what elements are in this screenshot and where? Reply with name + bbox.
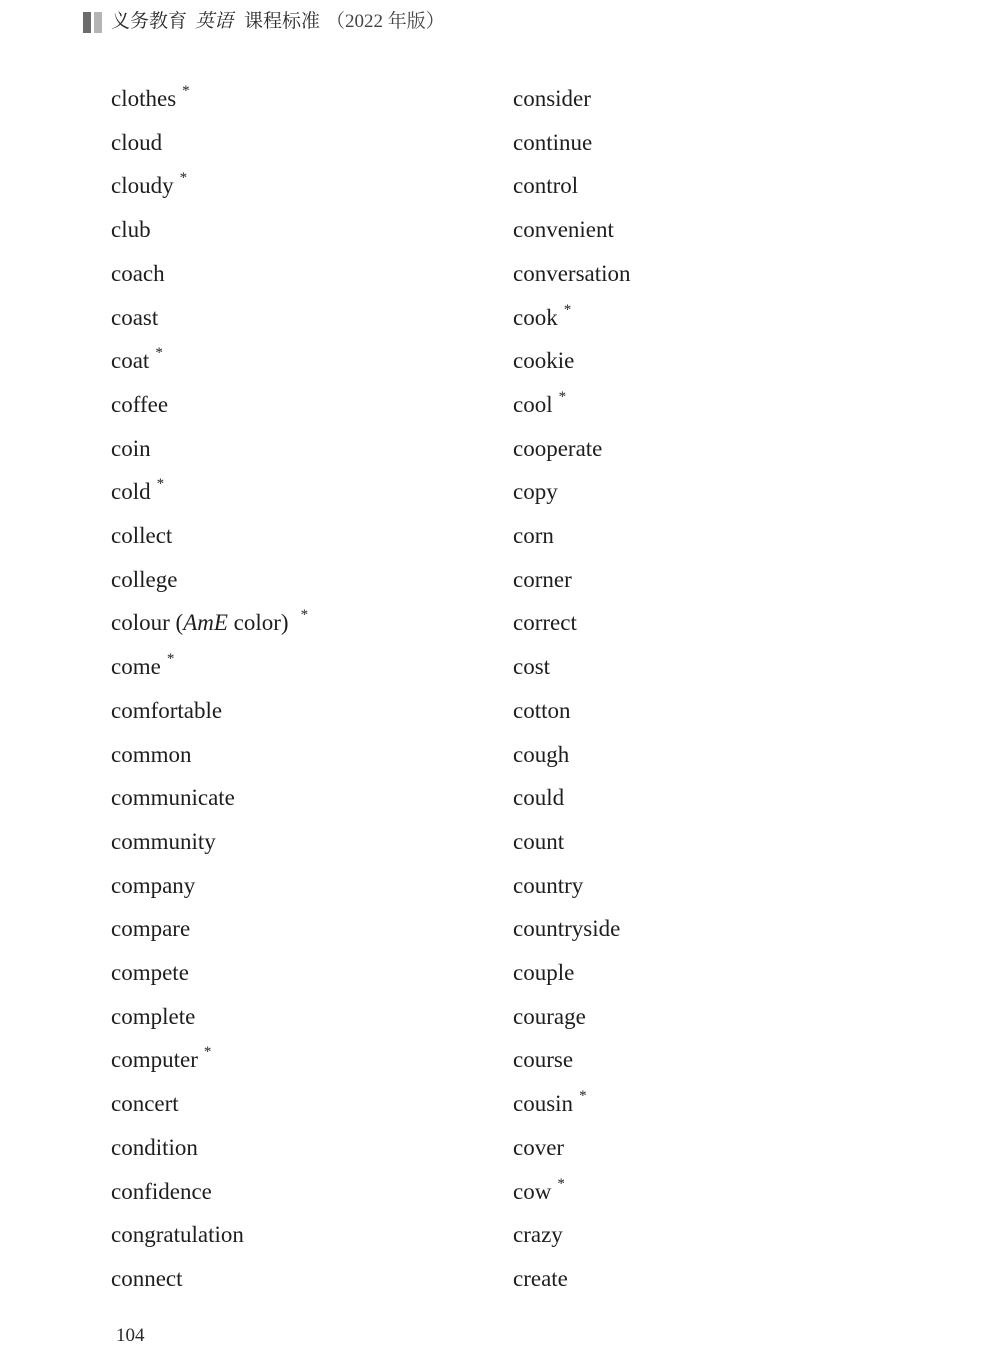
word-entry (513, 348, 574, 374)
word-entry (111, 873, 195, 899)
word-entry (513, 86, 591, 112)
word-text: complete (111, 1003, 196, 1029)
word-entry (513, 1004, 586, 1030)
word-text: confidence (111, 1178, 212, 1204)
header-bar-light (94, 12, 102, 33)
word-entry (513, 654, 550, 680)
star-marker: * (155, 345, 163, 362)
word-entry (513, 567, 572, 593)
word-entry (111, 305, 158, 331)
star-marker: * (182, 83, 190, 99)
word-entry (111, 1135, 198, 1161)
word-text: coat (111, 348, 150, 374)
word-entry (111, 261, 165, 287)
word-entry (513, 1047, 573, 1073)
word-text: cousin (513, 1091, 574, 1117)
word-entry (513, 217, 614, 243)
word-entry (111, 523, 172, 549)
word-entry (513, 873, 583, 899)
word-entry (513, 261, 631, 287)
word-text: collect (111, 523, 173, 548)
word-text: concert (111, 1091, 179, 1117)
word-entry (111, 1091, 179, 1117)
word-text: cloudy (111, 173, 174, 199)
word-entry (111, 567, 177, 593)
word-text: corn (513, 523, 554, 548)
word-entry (513, 960, 574, 986)
word-text: cloud (111, 129, 163, 155)
word-text: come (111, 654, 161, 680)
word-entry (513, 1266, 568, 1292)
word-entry (111, 392, 168, 418)
header-book-title: 课程标准 (244, 11, 321, 32)
word-text: copy (513, 479, 558, 505)
word-entry (513, 523, 554, 549)
word-entry (513, 130, 592, 156)
word-entry (111, 1266, 183, 1292)
word-text: cotton (513, 697, 571, 723)
word-text: corner (513, 566, 572, 592)
word-text: cover (513, 1134, 565, 1160)
word-entry (513, 785, 564, 811)
word-entry (111, 170, 188, 202)
word-entry (111, 829, 216, 855)
word-entry (513, 436, 602, 462)
star-marker: * (203, 1044, 212, 1061)
word-text: compare (111, 916, 191, 942)
word-text: cool (513, 391, 553, 417)
word-text: connect (111, 1265, 183, 1291)
word-entry (513, 301, 572, 334)
word-text: colour (111, 610, 170, 636)
word-entry (111, 1004, 195, 1030)
word-text: condition (111, 1134, 198, 1160)
word-entry (111, 1044, 212, 1076)
word-entry (111, 83, 190, 115)
word-entry (513, 698, 571, 724)
star-marker: * (300, 607, 309, 624)
word-entry (111, 1179, 212, 1205)
word-text: company (111, 872, 196, 898)
word-entry (111, 130, 162, 156)
word-entry (111, 916, 190, 942)
word-text: courage (513, 1003, 586, 1029)
word-text: cough (513, 741, 570, 767)
word-text: couple (513, 960, 575, 985)
word-text: congratulation (111, 1222, 244, 1248)
word-text: countryside (513, 916, 621, 942)
word-text: country (513, 872, 584, 898)
star-marker: * (558, 388, 567, 405)
left-word-column (111, 0, 491, 1345)
word-entry (111, 607, 309, 639)
word-entry (513, 829, 564, 855)
star-marker: * (166, 651, 175, 668)
word-text: computer (111, 1047, 198, 1073)
word-text: clothes (111, 86, 177, 111)
word-text: coffee (111, 391, 169, 417)
word-entry (513, 1175, 565, 1208)
word-entry (513, 916, 620, 942)
word-entry (513, 388, 567, 421)
word-text: could (513, 785, 565, 811)
word-entry (111, 960, 189, 986)
word-text: create (513, 1265, 568, 1291)
word-text: cook (513, 304, 558, 330)
page-number: 104 (116, 1325, 145, 1346)
header-edition: （2022 年版） (326, 11, 445, 32)
star-marker: * (557, 1175, 565, 1192)
word-text: coin (111, 435, 151, 461)
word-text: community (111, 828, 216, 854)
word-text: cooperate (513, 435, 603, 461)
word-entry (111, 436, 151, 462)
word-entry (513, 479, 558, 505)
word-text: communicate (111, 785, 235, 811)
right-word-column (513, 0, 933, 1345)
word-entry (513, 173, 578, 199)
word-text: continue (513, 129, 593, 155)
word-text: consider (513, 86, 591, 111)
word-entry (513, 1088, 587, 1120)
variant-note-rest: color) (227, 610, 289, 636)
variant-note-label: AmE (183, 610, 228, 636)
word-text: coast (111, 304, 159, 330)
word-text: cookie (513, 348, 575, 374)
word-text: comfortable (111, 697, 223, 723)
word-entry (111, 1222, 244, 1248)
header-bar-dark (83, 12, 91, 33)
word-entry (111, 742, 192, 768)
word-text: college (111, 566, 178, 592)
word-text: compete (111, 960, 189, 985)
word-text: course (513, 1047, 574, 1073)
word-text: club (111, 217, 151, 243)
word-entry (513, 1135, 564, 1161)
word-entry (111, 651, 175, 683)
header-subject: 英语 (195, 11, 234, 32)
word-entry (111, 785, 235, 811)
word-entry (111, 217, 151, 243)
word-text: cost (513, 654, 551, 680)
word-text: conversation (513, 260, 631, 286)
word-entry (111, 345, 163, 377)
word-entry (513, 610, 577, 636)
word-text: cold (111, 479, 151, 505)
word-entry (513, 742, 569, 768)
header-series-title: 义务教育 (111, 11, 188, 32)
star-marker: * (179, 170, 188, 187)
word-text: control (513, 173, 579, 199)
word-entry (111, 476, 165, 508)
word-entry (513, 1222, 563, 1248)
variant-note-open: ( (169, 610, 184, 636)
word-text: count (513, 828, 565, 854)
word-text: correct (513, 610, 577, 636)
word-text: cow (513, 1178, 552, 1204)
word-text: crazy (513, 1222, 563, 1248)
star-marker: * (579, 1088, 587, 1105)
star-marker: * (156, 476, 165, 493)
word-text: convenient (513, 217, 614, 243)
star-marker: * (563, 301, 572, 318)
word-text: coach (111, 260, 165, 286)
word-text: common (111, 741, 192, 767)
word-entry (111, 698, 222, 724)
